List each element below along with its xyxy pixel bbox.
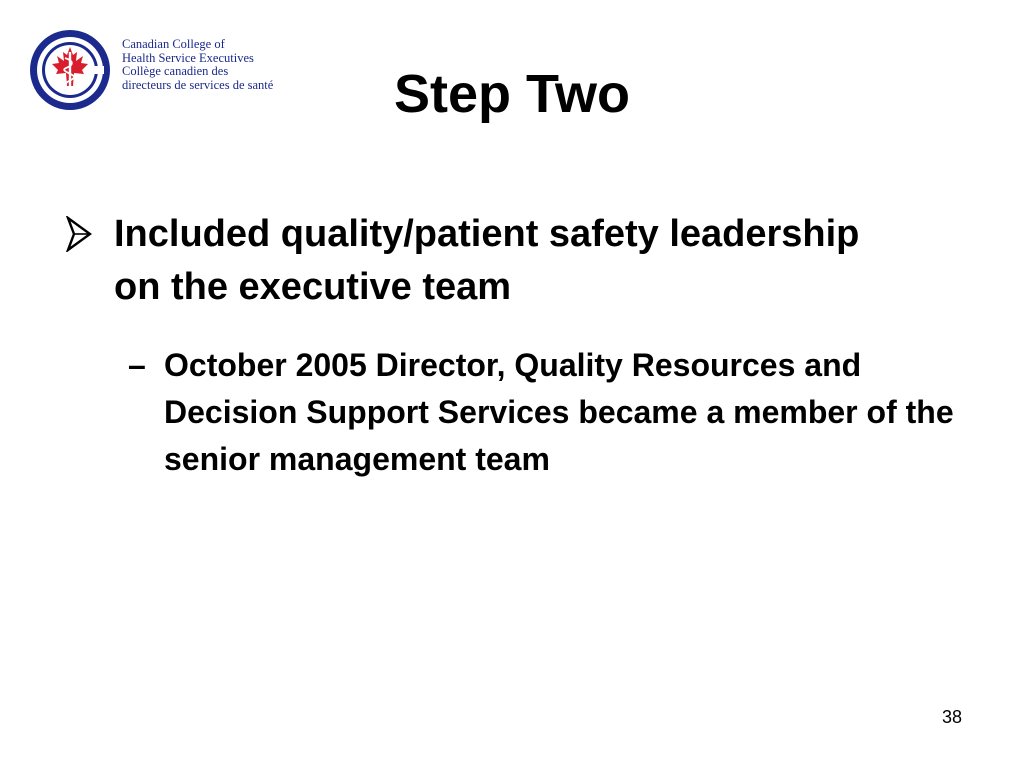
bullet-item — [60, 208, 960, 314]
bullet-text: Included quality/patient safety leadership on the executive team — [114, 213, 860, 308]
logo-line-2: Health Service Executives — [122, 50, 254, 65]
sub-bullet-text: October 2005 Director, Quality Resources and Decision Support Services became a member of the senior management team — [164, 347, 954, 477]
logo-line-1: Canadian College of — [122, 37, 225, 51]
arrowhead-bullet-icon — [66, 216, 92, 252]
page-number: 38 — [941, 707, 962, 727]
sub-bullet-item — [128, 342, 968, 483]
logo-line-3: Collège canadien des — [122, 64, 229, 78]
dash-bullet-marker: – — [128, 347, 146, 383]
slide-title: Step Two — [394, 64, 630, 124]
logo-line-4: directeurs de services de santé — [122, 77, 274, 92]
